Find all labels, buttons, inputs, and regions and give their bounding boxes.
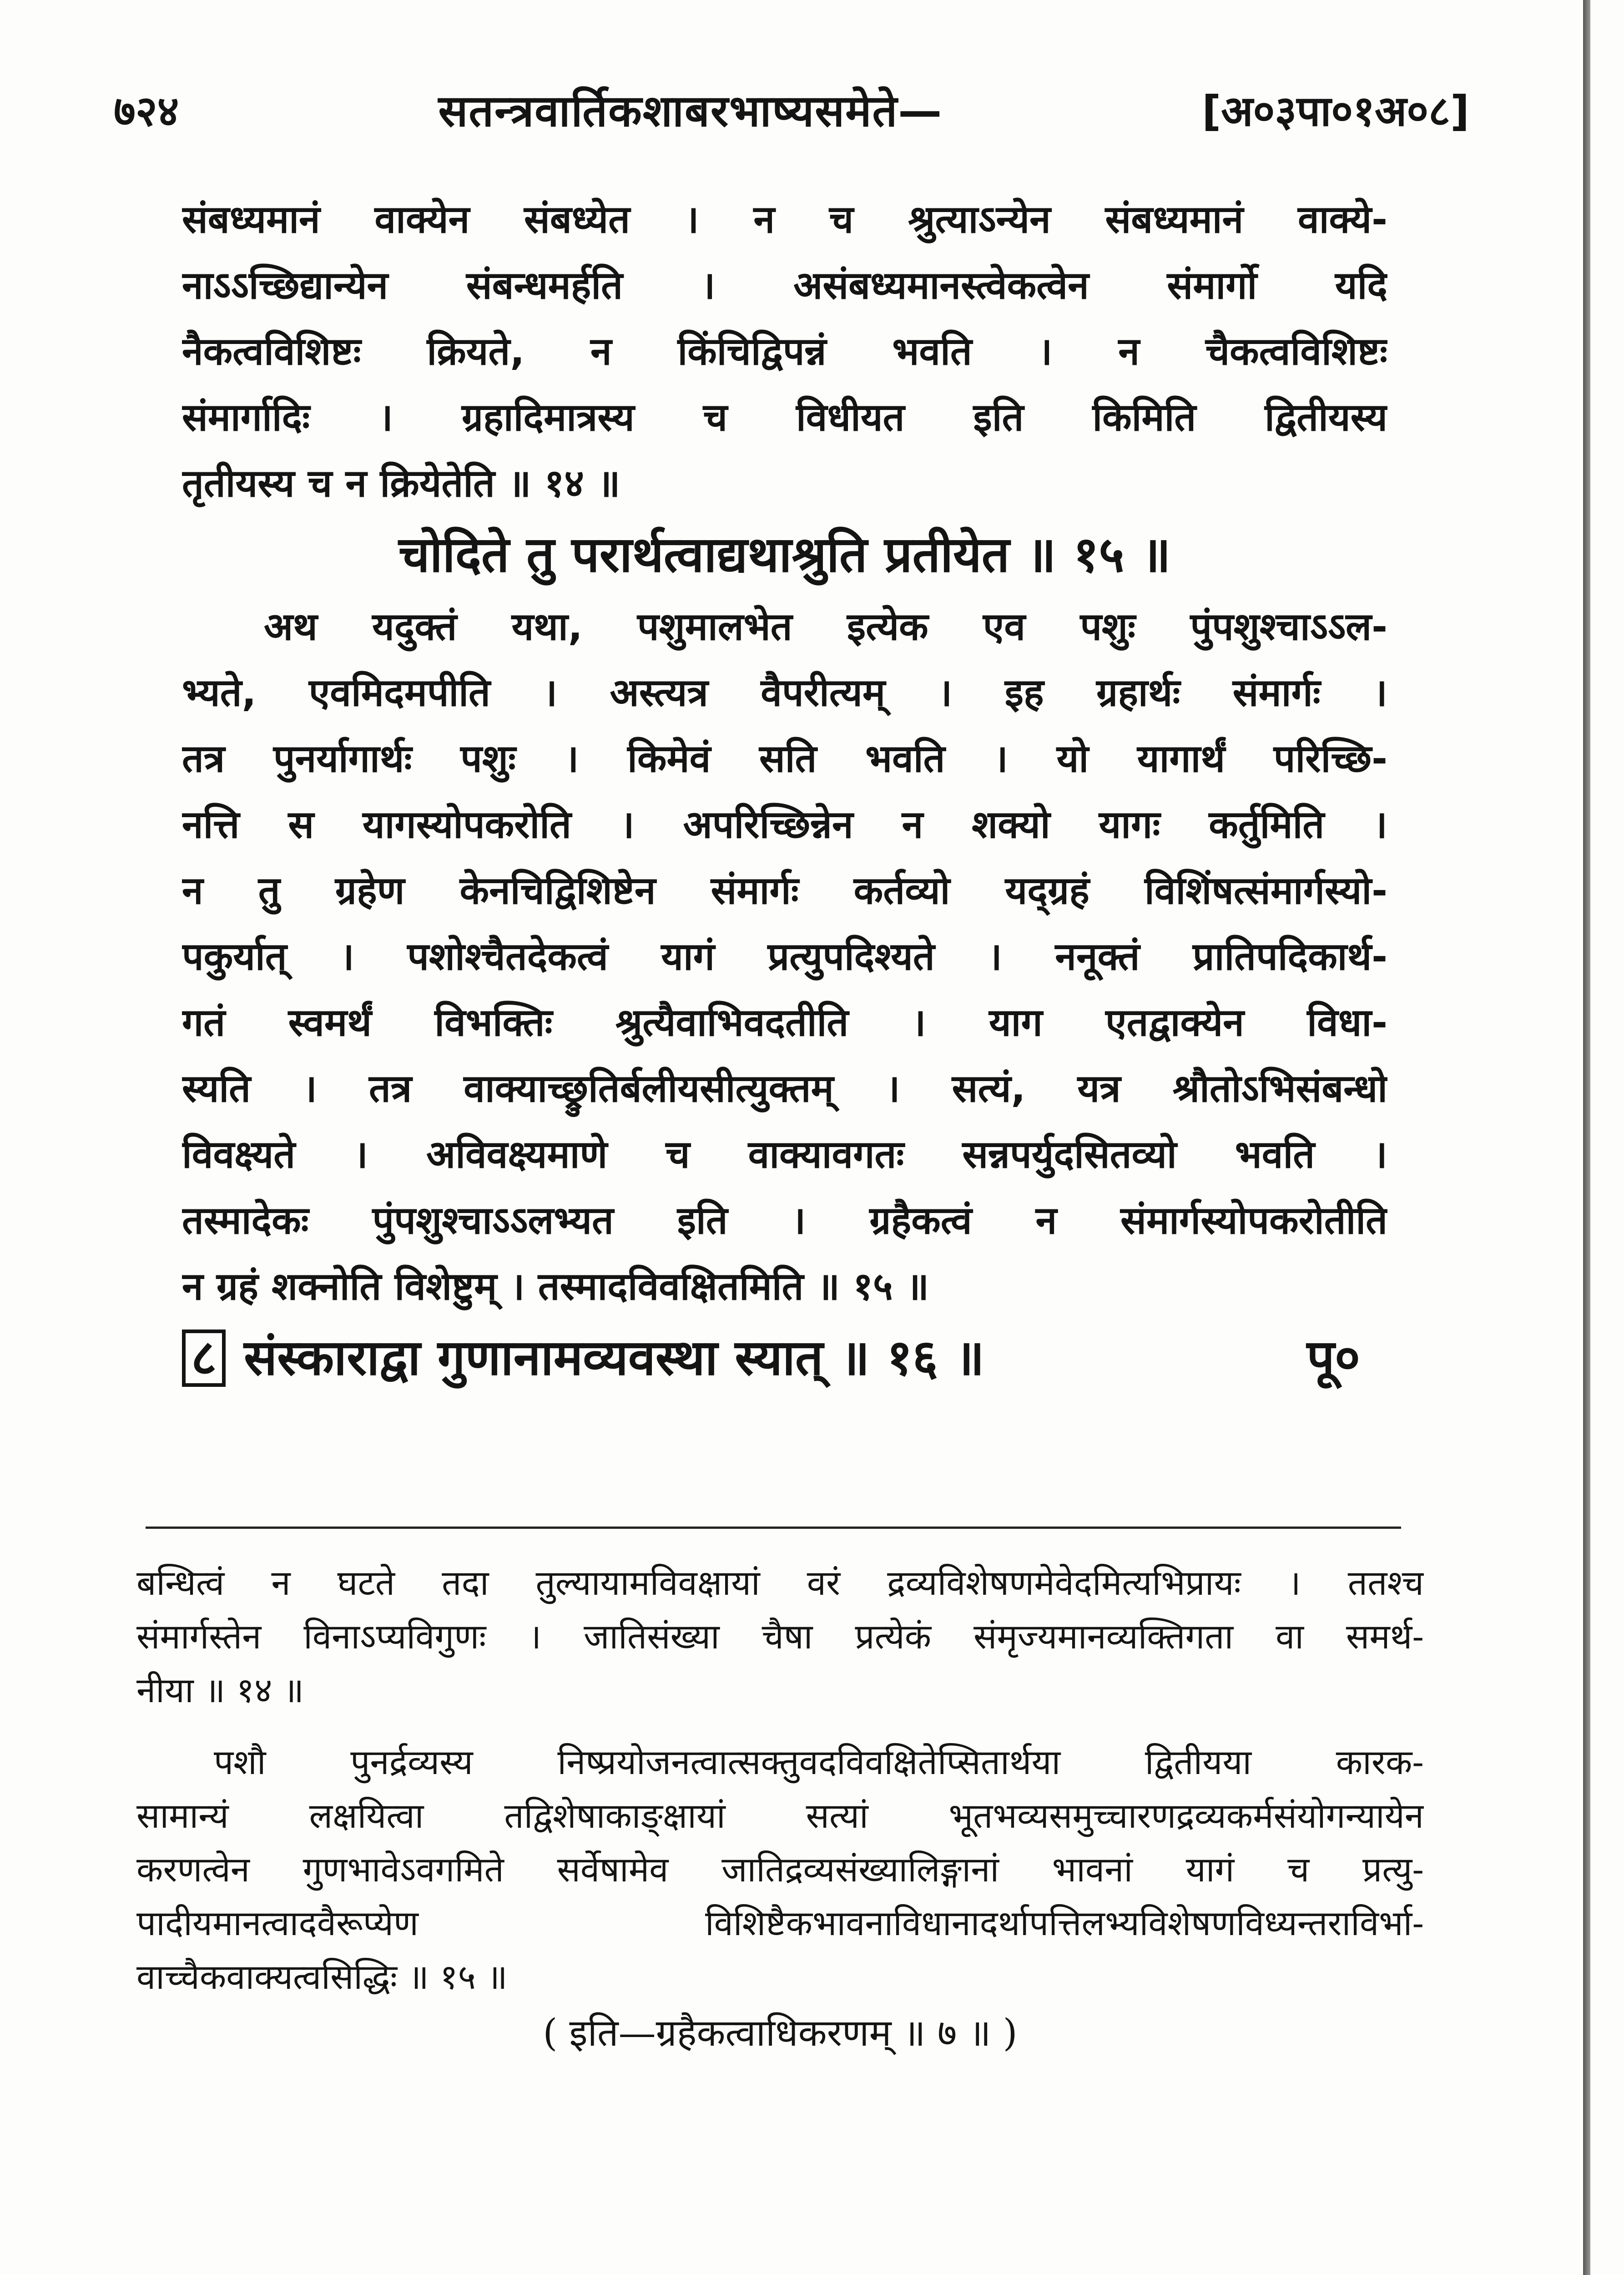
text-line: बन्धित्वं न घटते तदा तुल्यायामविवक्षायां वरं द्रव्यविशेषणमेवेदमित्यभिप्रायः । ततश्च [136,1562,1424,1603]
text-line: नैकत्वविशिष्टः क्रियते, न किंचिद्विपन्नं भवति । न चैकत्वविशिष्टः [182,329,1387,374]
adhikarana-number: ८ [182,1330,226,1387]
adhikarana-end: ( इति—ग्रहैकत्वाधिकरणम् ॥ ७ ॥ ) [543,2012,1018,2055]
running-title: सतन्त्रवार्तिकशाबरभाष्यसमेते— [438,85,943,136]
text-line: करणत्वेन गुणभावेऽवगमिते सर्वेषामेव जातिद्रव्यसंख्यालिङ्गानां भावनां यागं च प्रत्यु- [136,1849,1424,1890]
text-line: नत्ति स यागस्योपकरोति । अपरिच्छिन्नेन न शक्यो यागः कर्तुमिति । [182,802,1387,847]
sutra-16 [182,1320,1387,1397]
purvapaksha-tag: पू० [1306,1330,1360,1386]
text-line: वाच्चैकवाक्यत्वसिद्धिः ॥ १५ ॥ [136,1956,508,1997]
text-line: अथ यदुक्तं यथा, पशुमालभेत इत्येक एव पशुः पुंपशुश्चाऽऽल- [264,604,1387,649]
text-line: सामान्यं लक्षयित्वा तद्विशेषाकाङ्क्षायां सत्यां भूतभव्यसमुच्चारणद्रव्यकर्मसंयोगन्यायेन [136,1795,1424,1836]
text-line: नीया ॥ १४ ॥ [136,1670,304,1710]
text-line: नाऽऽच्छिद्यान्येन संबन्धमर्हति । असंबध्यमानस्त्वेकत्वेन संमार्गो यदि [182,263,1387,308]
page-number: ७२४ [114,86,179,136]
text-line: संमार्गस्तेन विनाऽप्यविगुणः । जातिसंख्या चैषा प्रत्येकं संमृज्यमानव्यक्तिगता वा समर्थ- [136,1616,1424,1657]
page-edge [1583,0,1590,2275]
text-line: न ग्रहं शक्नोति विशेष्टुम् । तस्मादविवक्षितमिति ॥ १५ ॥ [182,1264,929,1309]
text-line: संबध्यमानं वाक्येन संबध्येत । न च श्रुत्याऽन्येन संबध्यमानं वाक्ये- [182,197,1387,242]
section-reference: [अ०३पा०१अ०८] [1202,86,1469,136]
text-line: भ्यते, एवमिदमपीति । अस्त्यत्र वैपरीत्यम् । इह ग्रहार्थः संमार्गः । [182,670,1387,715]
text-line: न तु ग्रहेण केनचिद्विशिष्टेन संमार्गः कर्तव्यो यद्ग्रहं विशिंषत्संमार्गस्यो- [182,868,1387,913]
text-line: स्यति । तत्र वाक्याच्छ्रुतिर्बलीयसीत्युक्तम् । सत्यं, यत्र श्रौतोऽभिसंबन्धो [182,1066,1387,1111]
main-text [182,187,1387,1397]
sutra-16-body [182,1320,984,1397]
commentary-text [136,1556,1424,2063]
text-line: तत्र पुनर्यागार्थः पशुः । किमेवं सति भवति । यो यागार्थं परिच्छि- [182,736,1387,781]
text-line: गतं स्वमर्थं विभक्तिः श्रुत्यैवाभिवदतीति । याग एतद्वाक्येन विधा- [182,1000,1387,1045]
text-line: पकुर्यात् । पशोश्चैतदेकत्वं यागं प्रत्युपदिश्यते । ननूक्तं प्रातिपदिकार्थ- [182,934,1387,979]
text-line: संमार्गादिः । ग्रहादिमात्रस्य च विधीयत इति किमिति द्वितीयस्य [182,395,1387,440]
page-header [114,68,1469,150]
section-divider [146,1527,1401,1529]
text-line: पशौ पुनर्द्रव्यस्य निष्प्रयोजनत्वात्सक्तुवदविवक्षितेप्सितार्थया द्वितीयया कारक- [214,1742,1424,1782]
text-line: पादीयमानत्वादवैरूप्येण विशिष्टैकभावनाविधानादर्थापत्तिलभ्यविशेषणविध्यन्तराविर्भा- [136,1903,1424,1943]
text-line: तस्मादेकः पुंपशुश्चाऽऽलभ्यत इति । ग्रहैकत्वं न संमार्गस्योपकरोतीति [182,1198,1387,1243]
text-line: तृतीयस्य च न क्रियेतेति ॥ १४ ॥ [182,461,620,506]
sutra-16-text: संस्काराद्वा गुणानामव्यवस्था स्यात् ॥ १६ ॥ [244,1330,985,1386]
text-line: विवक्ष्यते । अविवक्ष्यमाणे च वाक्यावगतः सन्नपर्युदसितव्यो भवति । [182,1132,1387,1177]
sutra-15: चोदिते तु परार्थत्वाद्यथाश्रुति प्रतीयेत ॥ १५ ॥ [398,526,1171,583]
